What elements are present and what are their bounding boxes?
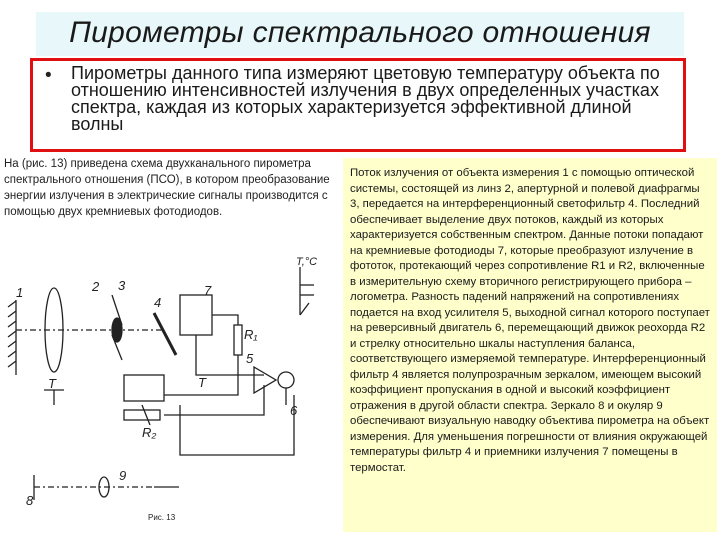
diaphragm <box>112 295 122 360</box>
description-text: Поток излучения от объекта измерения 1 с помощью оптической системы, состоящей из линз 2, апертурной и полевой диафрагмы 3, передается на интерференционный светофильтр 4. Последний обеспечивает выделение двух потоков, каждый из которых характеризуется собственным спектром. Данные потоки попадают на кремниевые фотодиоды 7, которые преобразуют излучение в фототок, протекающий через сопротивление R1 и R2, включенные в измерительную схему вторичного регистрирующего прибора – логометра. Разность падений напряжений на сопротивлениях подается на вход усилителя 5, выходной сигнал которого поступает на реверсивный двигатель 6, перемещающий движок реохорда R2 и стрелку относительно шкалы наступления баланса, соответствующего измеряемой температуре. Интерференционный фильтр 4 является полупрозрачным зеркалом, имеющем высокий коэффициент пропускания в одной и высокий коэффициент отражения в другой области спектра. Зеркало 8 и окуляр 9 обеспечивают визуальную наводку объектива пирометра на объект измерения. Для уменьшения погрешности от влияния окружающей температуры фильтр 4 и приемники излучения 7 помещены в термостат. <box>350 167 710 474</box>
label-t1: T <box>48 376 56 391</box>
figure-caption: Рис. 13 <box>148 513 176 522</box>
label-8: 8 <box>26 493 34 508</box>
label-t2: T <box>198 375 206 390</box>
rheochord-slider <box>142 405 150 425</box>
label-5: 5 <box>246 351 254 366</box>
reversible-motor <box>278 372 294 388</box>
label-r1: R₁ <box>244 327 258 342</box>
label-scale: T,°C <box>296 256 318 268</box>
photodiode-upper <box>180 295 212 335</box>
pyrometer-schematic <box>4 255 338 530</box>
description-panel <box>343 158 717 532</box>
amplifier <box>254 367 276 393</box>
photodiode-lower <box>124 375 164 401</box>
label-6: 6 <box>290 403 298 418</box>
label-2: 2 <box>92 279 100 294</box>
title-bar <box>36 12 684 56</box>
slide-title: Пирометры спектрального отношения <box>69 16 651 49</box>
intro-paragraph: На (рис. 13) приведена схема двухканального пирометра спектрального отношения (ПСО), в котором преобразование энергии излучения в электрические сигналы производится с помощью двух кремниевых фотодиодов. <box>4 158 330 218</box>
definition-text: Пирометры данного типа измеряют цветовую температуру объекта по отношению интенсивностей излучения в двух определенных участках спектра, каждая из которых характеризуется эффективной длиной волны <box>71 63 660 134</box>
object-hatching <box>8 301 16 367</box>
bullet-marker: • <box>45 65 52 86</box>
label-9: 9 <box>119 468 127 483</box>
rheochord-r2 <box>124 410 160 420</box>
label-4: 4 <box>154 295 162 310</box>
interference-filter <box>154 313 176 355</box>
label-1: 1 <box>16 285 24 300</box>
label-r2: R₂ <box>142 425 157 440</box>
definition-box <box>30 58 686 152</box>
resistor-r1 <box>234 325 242 355</box>
label-7: 7 <box>204 283 212 298</box>
label-3: 3 <box>118 278 126 293</box>
